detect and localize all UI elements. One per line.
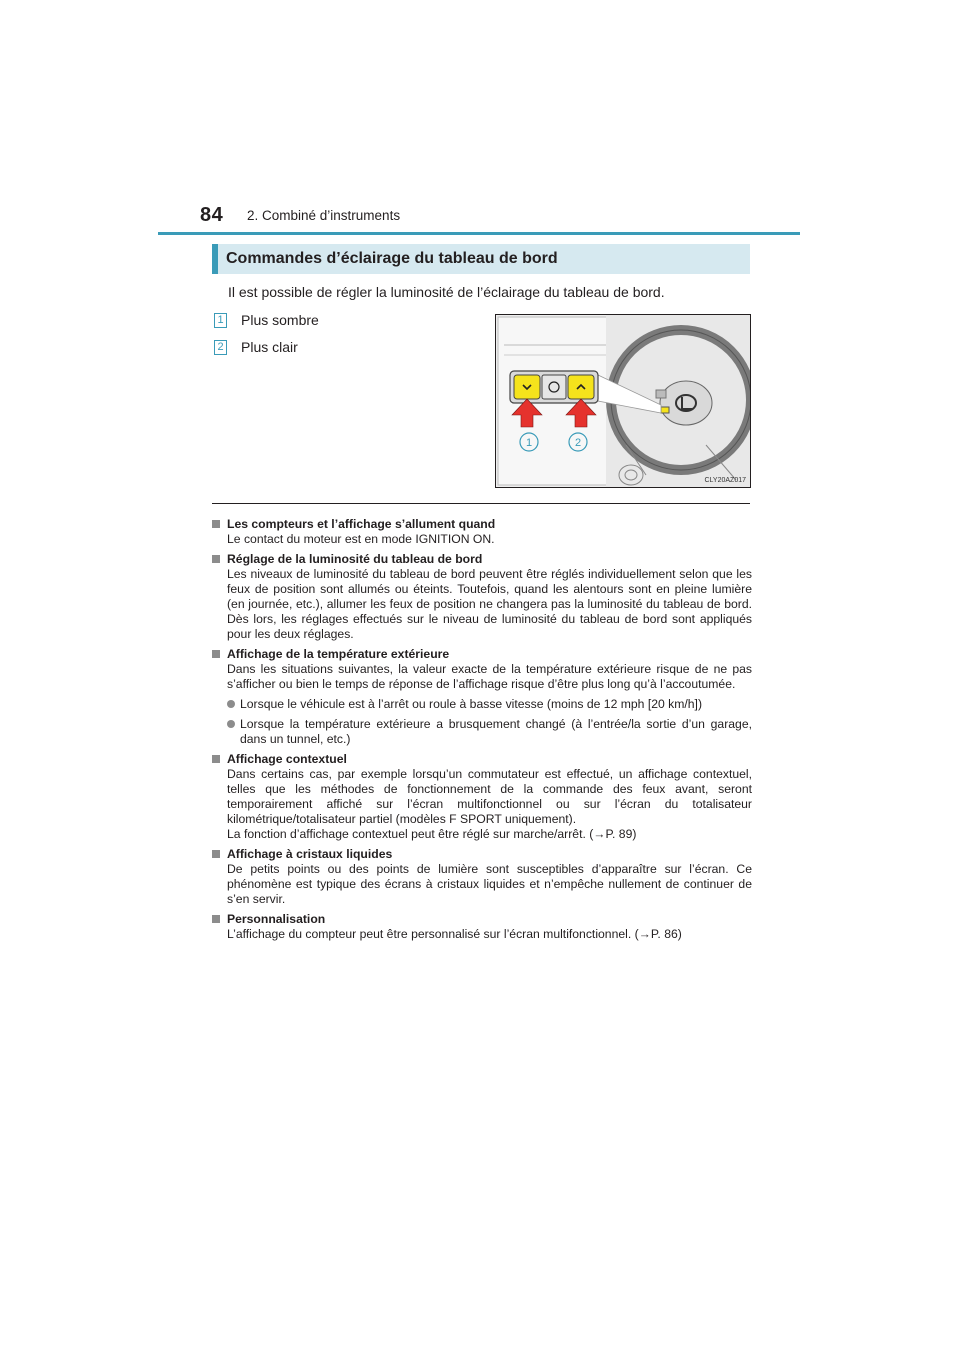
note-text: De petits points ou des points de lumière sont susceptibles d’apparaître sur l’écran. Ce phénomène est typique des écrans à cristaux liquides et n’empêche nullement de continuer de s’en servir.: [227, 862, 752, 906]
legend-label-darker: Plus sombre: [241, 312, 319, 328]
square-bullet-icon: [212, 520, 220, 528]
note-title: [212, 912, 752, 927]
note-title-text: Les compteurs et l’affichage s’allument quand: [227, 517, 496, 531]
square-bullet-icon: [212, 650, 220, 658]
note-title: [212, 552, 752, 567]
legend-item-darker: [214, 312, 319, 328]
note-text: Les niveaux de luminosité du tableau de bord peuvent être réglés individuellement selon que les feux de position sont allumés ou éteints. Toutefois, quand les alentours sont en pleine lumière (en journée, etc.), allumer les feux de position ne changera pas la luminosité du tableau de bord. Dès lors, les réglages effectués sur le niveau de luminosité du tableau de bord sont appliqués pour les deux réglages.: [227, 567, 752, 641]
note-title: [212, 647, 752, 662]
round-bullet-icon: [227, 700, 235, 708]
section-heading-text: Commandes d’éclairage du tableau de bord: [226, 250, 558, 267]
section-heading: [212, 244, 750, 274]
list-item: [227, 697, 752, 712]
note-title-text: Personnalisation: [227, 912, 326, 926]
note-text: L’affichage du compteur peut être personnalisé sur l’écran multifonctionnel. (→P. 86): [227, 927, 682, 941]
note-title-text: Affichage contextuel: [227, 752, 347, 766]
note-title: [212, 847, 752, 862]
list-item-text: Lorsque la température extérieure a brusquement changé (à l’entrée/la sortie d’un garage, dans un tunnel, etc.): [240, 717, 752, 746]
legend-item-brighter: [214, 339, 298, 355]
dashboard-drawing: [496, 315, 750, 487]
note-text: Dans les situations suivantes, la valeur exacte de la température extérieure risque de ne pas s’afficher ou bien le temps de réponse de l’affichage risque d’être plus long qu’à l’accoutumée.: [227, 662, 752, 691]
notes-section: [212, 512, 752, 942]
page-number: 84: [200, 204, 224, 226]
note-title-text: Réglage de la luminosité du tableau de bord: [227, 552, 483, 566]
note-title: [212, 517, 752, 532]
figure-code: CLY20AZ017: [704, 477, 746, 484]
note-text: Le contact du moteur est en mode IGNITION ON.: [227, 532, 495, 546]
square-bullet-icon: [212, 850, 220, 858]
square-bullet-icon: [212, 755, 220, 763]
note-text: La fonction d’affichage contextuel peut être réglé sur marche/arrêt. (→P. 89): [227, 827, 637, 841]
legend-label-brighter: Plus clair: [241, 339, 298, 355]
header-rule: [158, 232, 800, 235]
callout-1: 1: [525, 437, 533, 449]
dashboard-illustration: [495, 314, 751, 488]
chapter-title: 2. Combiné d’instruments: [247, 208, 401, 223]
list-item: [227, 717, 752, 747]
square-bullet-icon: [212, 915, 220, 923]
note-title-text: Affichage à cristaux liquides: [227, 847, 393, 861]
legend-number-2: 2: [214, 340, 227, 355]
intro-text: Il est possible de régler la luminosité de l’éclairage du tableau de bord.: [228, 284, 665, 300]
note-title: [212, 752, 752, 767]
body-rule: [212, 503, 750, 504]
square-bullet-icon: [212, 555, 220, 563]
round-bullet-icon: [227, 720, 235, 728]
list-item-text: Lorsque le véhicule est à l’arrêt ou roule à basse vitesse (moins de 12 mph [20 km/h]): [240, 697, 703, 711]
note-title-text: Affichage de la température extérieure: [227, 647, 450, 661]
callout-2: 2: [574, 437, 582, 449]
legend-number-1: 1: [214, 313, 227, 328]
note-text: Dans certains cas, par exemple lorsqu’un commutateur est effectué, un affichage contextuel, telles que les méthodes de fonctionnement de la commande des feux avant, seront temporairement affiché sur l’écran multifonctionnel ou sur l’écran du totalisateur kilométrique/totalisateur partiel (modèles F SPORT uniquement).: [227, 767, 752, 826]
